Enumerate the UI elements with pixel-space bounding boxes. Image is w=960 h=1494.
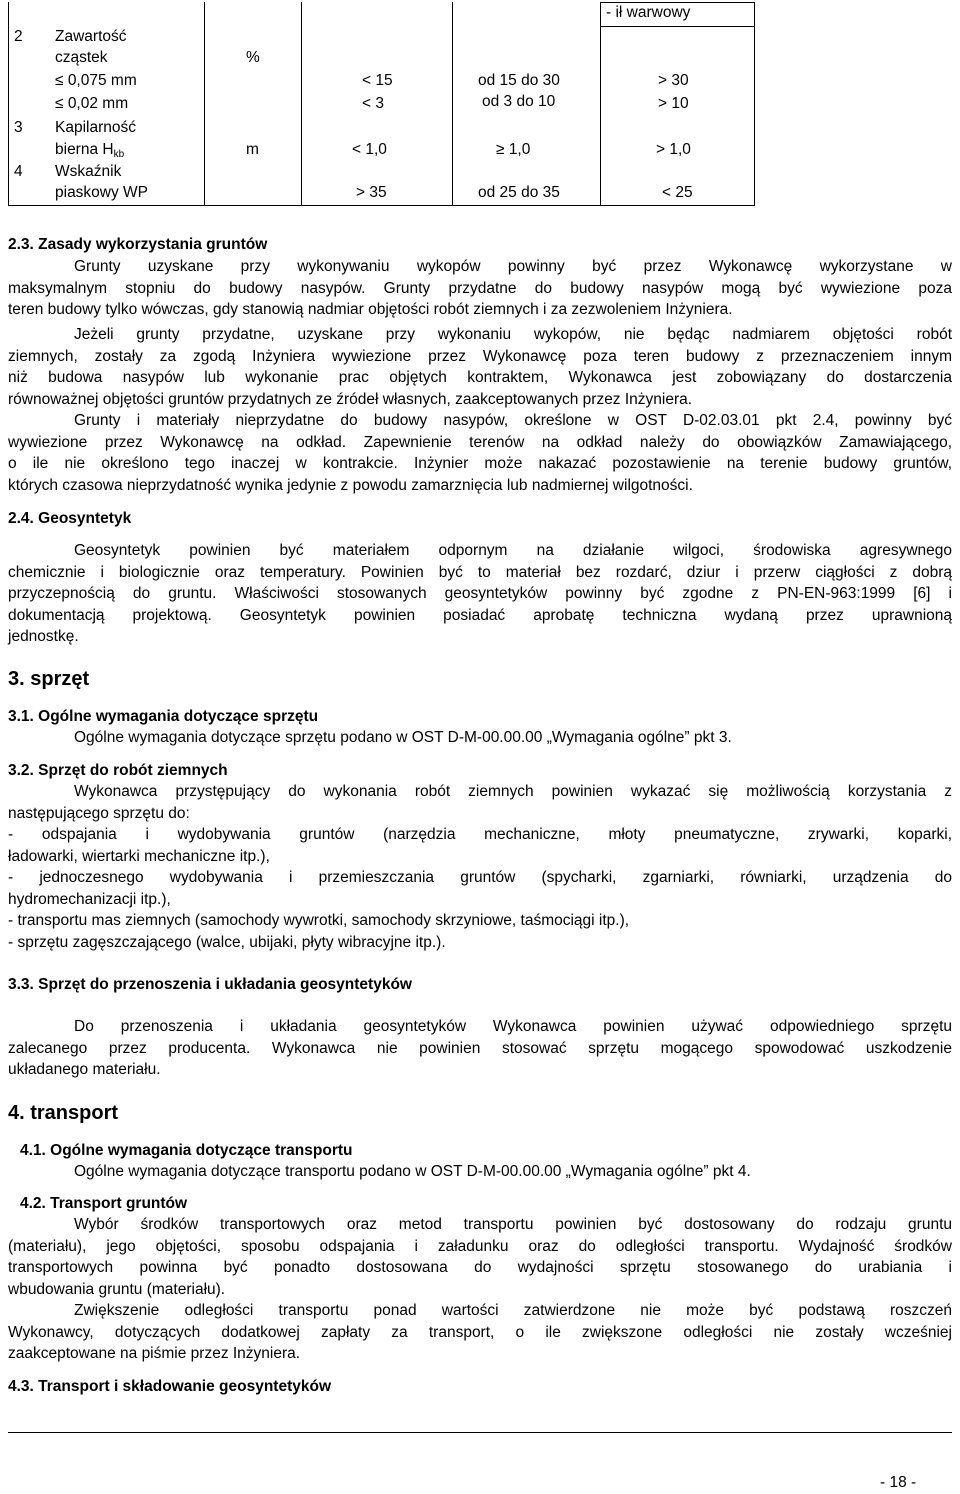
table-line xyxy=(301,2,302,206)
row-name: bierna $H_{kb}$ xyxy=(55,141,125,160)
text-line: wbudowania gruntu (materiału). xyxy=(8,1280,226,1298)
list-item: - odspajania i wydobywania gruntów (narzędzia mechaniczne, młoty pneumatyczne, zrywarki, koparki, xyxy=(8,826,952,843)
row-number: 3 xyxy=(14,119,23,136)
text-line: hydromechanizacji itp.), xyxy=(8,890,171,908)
row-subname: ≤ 0,02 mm xyxy=(55,95,129,112)
text-line: ziemnych, zostały za zgodą Inżyniera wywiezione przez Wykonawcę poza teren budowy z przeznaczeniem innym xyxy=(8,347,952,365)
chapter-heading: 3. sprzęt xyxy=(8,668,90,690)
text-line: maksymalnym stopniu do budowy nasypów. Grunty przydatne do budowy nasypów mogą być wywiezione poza xyxy=(8,279,952,297)
paragraph xyxy=(8,1300,952,1365)
text-line: których czasowa nieprzydatność wynika jedynie z powodu zamarznięcia lub nadmiernej wilgotności. xyxy=(8,476,693,494)
text-line: niż budowa nasypów lub wykonanie prac objętych kontraktem, Wykonawca jest zobowiązany do dostarczenia xyxy=(8,369,952,386)
text-line: przyczepnością do gruntu. Właściwości stosowanych geosyntetyków powinny być zgodne z PN-EN-963:1999 [6] i xyxy=(8,585,952,602)
row-name: Wskaźnik xyxy=(55,163,122,180)
text-line: Jeżeli grunty przydatne, uzyskane przy wykonaniu wykopów, nie będąc nadmiarem objętości robót xyxy=(74,326,952,343)
text-line: Grunty i materiały nieprzydatne do budowy nasypów, określone w OST D-02.03.01 pkt 2.4, powinny być xyxy=(74,412,952,429)
table-header-right: - ił warwowy xyxy=(606,4,691,21)
text-line: Ogólne wymagania dotyczące transportu podano w OST D-M-00.00.00 „Wymagania ogólne” pkt 4. xyxy=(74,1163,751,1180)
row-value: > 35 xyxy=(356,184,387,201)
row-name: Zawartość xyxy=(55,28,127,45)
row-value: < 3 xyxy=(362,95,384,112)
section-heading: 2.3. Zasady wykorzystania gruntów xyxy=(8,236,268,253)
row-value: < 15 xyxy=(362,72,393,89)
paragraph xyxy=(8,410,952,496)
text-line: wywiezione przez Wykonawcę na odkład. Zapewnienie terenów na odkład należy do obowiązków Zamawiającego, xyxy=(8,433,952,451)
table-line xyxy=(600,2,601,206)
row-value: > 1,0 xyxy=(656,141,691,158)
table-line xyxy=(204,2,205,206)
row-value: od 25 do 35 xyxy=(478,184,560,201)
text-line: Wybór środków transportowych oraz metod transportu powinien być dostosowany do rodzaju gruntu xyxy=(74,1216,952,1233)
list-item: - jednoczesnego wydobywania i przemieszczania gruntów (spycharki, zgarniarki, równiarki, urządzenia do xyxy=(8,869,952,886)
text-line: o ile nie określono tego inaczej w kontrakcie. Inżynier może nakazać pozostawienie na terenie budowy gruntów, xyxy=(8,455,952,472)
section-heading: 4.3. Transport i składowanie geosyntetyków xyxy=(8,1378,332,1395)
section-heading: 3.1. Ogólne wymagania dotyczące sprzętu xyxy=(8,708,319,725)
chapter-heading: 4. transport xyxy=(8,1102,119,1124)
table-line xyxy=(8,205,755,206)
text-line: równoważnej objętości gruntów przydatnych ze źródeł własnych, zaakceptowanych przez Inżyniera. xyxy=(8,390,693,408)
text-line: Geosyntetyk powinien być materiałem odpornym na działanie wilgoci, środowiska agresywnego xyxy=(74,542,952,559)
section-heading: 3.3. Sprzęt do przenoszenia i układania geosyntetyków xyxy=(8,976,412,993)
row-subname: ≤ 0,075 mm xyxy=(55,72,137,89)
row-number: 2 xyxy=(14,28,23,45)
row-value: od 3 do 10 xyxy=(482,93,556,110)
text-line: (materiału), jego objętości, sposobu odspajania i załadunku oraz do odległości transportu. Wydajność środków xyxy=(8,1237,952,1255)
row-value: > 30 xyxy=(658,72,689,89)
text-line: ładowarki, wiertarki mechaniczne itp.), xyxy=(8,847,270,865)
table-line xyxy=(452,2,453,206)
section-heading: 3.2. Sprzęt do robót ziemnych xyxy=(8,762,228,779)
section-heading: 4.2. Transport gruntów xyxy=(20,1195,188,1212)
text-line: dokumentacją projektową. Geosyntetyk powinien posiadać aprobatę techniczna wydaną przez uprawnioną xyxy=(8,606,952,624)
row-value: < 1,0 xyxy=(352,141,387,158)
text-line: Wykonawca przystępujący do wykonania robót ziemnych powinien wykazać się możliwością korzystania z xyxy=(74,783,952,800)
table-line xyxy=(754,2,755,206)
text-line: chemicznie i biologicznie oraz temperatury. Powinien być to materiał bez rozdarć, dziur i przerw ciągłości z dobrą xyxy=(8,563,952,581)
paragraph xyxy=(8,256,952,321)
row-value: ≥ 1,0 xyxy=(496,141,531,158)
row-name: piaskowy WP xyxy=(55,184,149,201)
text-line: następującego sprzętu do: xyxy=(8,804,190,822)
text-line: teren budowy tylko wówczas, gdy stanowią nadmiar objętości robót ziemnych i za zezwoleniem Inżyniera. xyxy=(8,301,733,318)
paragraph xyxy=(8,781,952,953)
table-line xyxy=(600,26,755,27)
paragraph xyxy=(8,324,952,410)
row-name: cząstek xyxy=(55,49,108,66)
paragraph xyxy=(8,540,952,648)
row-value: > 10 xyxy=(658,95,689,112)
footer-divider xyxy=(8,1432,952,1433)
list-item: - sprzętu zagęszczającego (walce, ubijaki, płyty wibracyjne itp.). xyxy=(8,933,446,951)
text-line: jednostkę. xyxy=(8,628,79,645)
paragraph xyxy=(8,1016,952,1081)
text-line: Zwiększenie odległości transportu ponad wartości zatwierdzone nie może być podstawą roszczeń xyxy=(74,1302,952,1319)
row-unit: m xyxy=(246,141,259,158)
row-number: 4 xyxy=(14,163,23,180)
text-line: Ogólne wymagania dotyczące sprzętu podano w OST D-M-00.00.00 „Wymagania ogólne” pkt 3. xyxy=(74,729,732,746)
text-line: transportowych powinna być ponadto dostosowana do wydajności sprzętu stosowanego do urabiania i xyxy=(8,1259,952,1276)
table-line xyxy=(8,2,9,206)
text-line: Do przenoszenia i układania geosyntetyków Wykonawca powinien używać odpowiedniego sprzętu xyxy=(74,1018,952,1035)
text-line: układanego materiału. xyxy=(8,1061,161,1078)
paragraph xyxy=(8,1214,952,1300)
list-item: - transportu mas ziemnych (samochody wywrotki, samochody skrzyniowe, taśmociągi itp.), xyxy=(8,912,630,929)
text-line: Wykonawcy, dotyczących dodatkowej zapłaty za transport, o ile zwiększone odległości nie zostały wcześniej xyxy=(8,1323,952,1341)
row-unit: % xyxy=(246,49,260,66)
row-value: od 15 do 30 xyxy=(478,72,560,89)
text-line: zaakceptowane na piśmie przez Inżyniera. xyxy=(8,1345,301,1362)
page-number: - 18 - xyxy=(880,1474,917,1491)
row-name: Kapilarność xyxy=(55,119,136,136)
row-value: < 25 xyxy=(662,184,693,201)
section-heading: 4.1. Ogólne wymagania dotyczące transportu xyxy=(20,1142,353,1159)
section-heading: 2.4. Geosyntetyk xyxy=(8,510,132,527)
text-line: Grunty uzyskane przy wykonywaniu wykopów powinny być przez Wykonawcę wykorzystane w xyxy=(74,258,952,275)
text-line: zalecanego przez producenta. Wykonawca nie powinien stosować sprzętu mogącego spowodować uszkodzenie xyxy=(8,1039,952,1057)
